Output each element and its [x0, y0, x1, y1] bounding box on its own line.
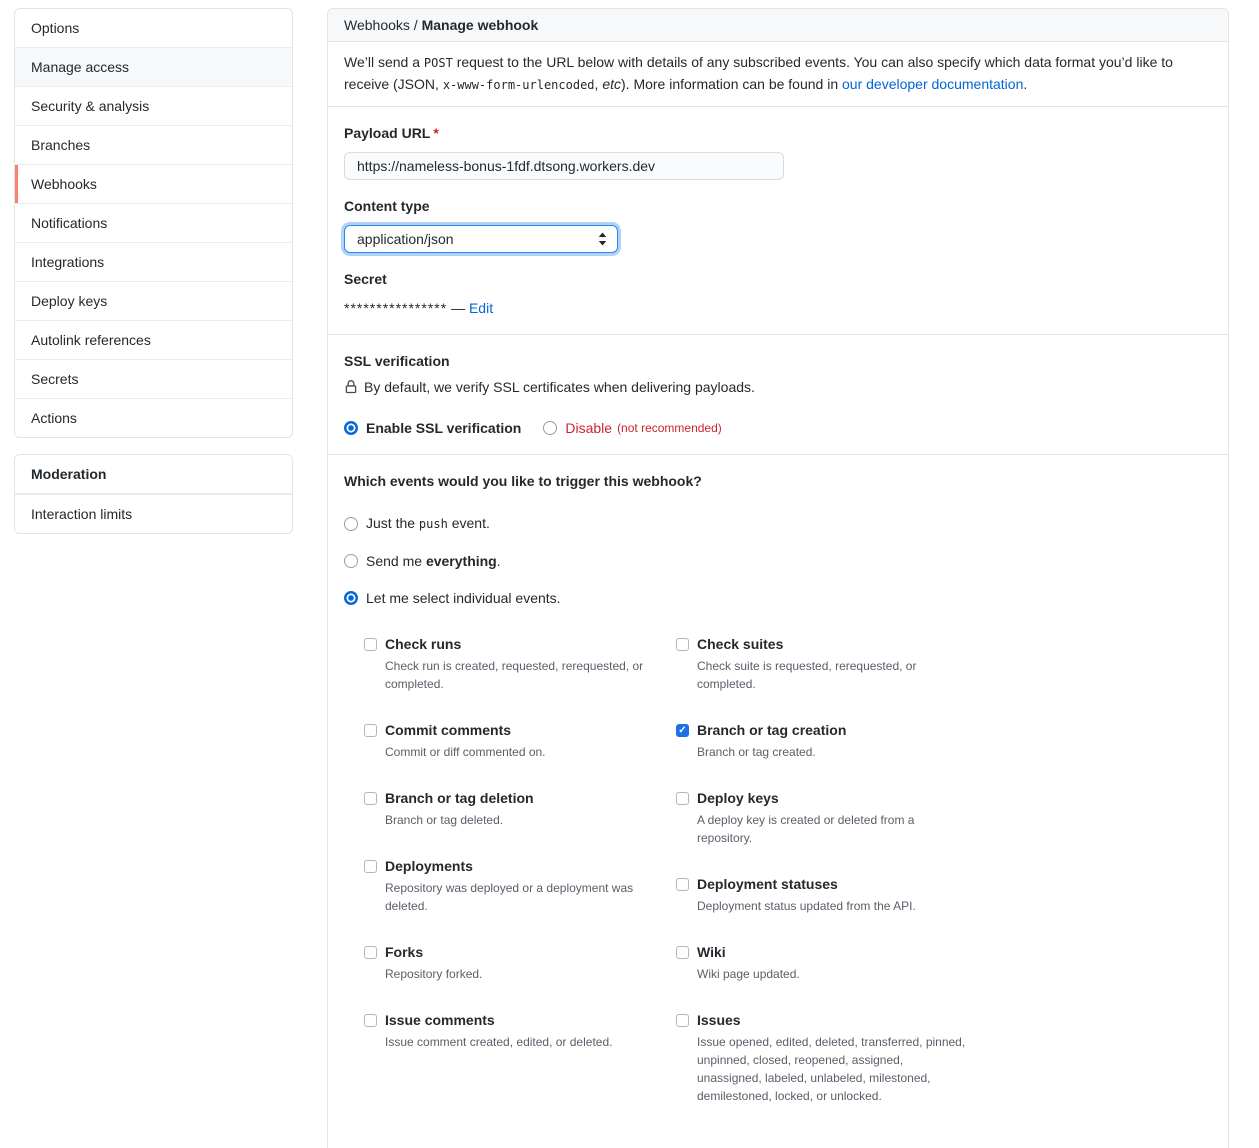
event-title: Forks: [385, 944, 424, 960]
sidebar-item-deploy-keys[interactable]: Deploy keys: [15, 281, 292, 320]
event-desc: Deployment status updated from the API.: [697, 899, 916, 913]
select-individual-label: Let me select individual events.: [366, 590, 561, 606]
disable-ssl-note: (not recommended): [617, 421, 722, 435]
developer-documentation-link[interactable]: our developer documentation: [842, 76, 1024, 92]
breadcrumb-separator: /: [413, 17, 418, 33]
manage-webhook-panel: [327, 8, 1229, 1148]
lock-icon: [344, 380, 358, 394]
event-title: Issue comments: [385, 1012, 495, 1028]
content-type-label: Content type: [344, 198, 430, 214]
event-title: Issues: [697, 1012, 741, 1028]
intro-text-1: We’ll send a: [344, 54, 424, 70]
intro-code-post: POST: [423, 56, 453, 70]
sidebar-item-autolink-references[interactable]: Autolink references: [15, 320, 292, 359]
breadcrumb-current: Manage webhook: [421, 17, 539, 33]
just-push-post: event.: [447, 515, 490, 531]
sidebar-item-branches[interactable]: Branches: [15, 125, 292, 164]
select-individual-radio[interactable]: [344, 591, 358, 605]
event-title: Deploy keys: [697, 790, 779, 806]
option-select-individual[interactable]: [344, 588, 1212, 608]
event-item-branch-tag-deletion: [364, 788, 676, 829]
option-send-everything[interactable]: [344, 551, 1212, 571]
forks-checkbox[interactable]: [364, 946, 377, 959]
check-suites-checkbox[interactable]: [676, 638, 689, 651]
event-title: Branch or tag deletion: [385, 790, 534, 806]
event-item-branch-tag-creation: [676, 720, 966, 761]
intro-text-5: .: [1023, 76, 1028, 92]
event-item-issues: [676, 1010, 966, 1105]
deployment-statuses-checkbox[interactable]: [676, 878, 689, 891]
event-desc: Branch or tag created.: [697, 745, 816, 759]
secret-value-row: [344, 298, 1212, 318]
event-title: Check suites: [697, 636, 784, 652]
events-column-left: [364, 634, 676, 1132]
panel-header: [328, 9, 1228, 42]
moderation-nav: [14, 454, 293, 534]
send-everything-label: [366, 551, 501, 571]
enable-ssl-radio[interactable]: [344, 421, 358, 435]
event-desc: Check suite is requested, rerequested, or completed.: [697, 659, 917, 691]
event-title: Wiki: [697, 944, 726, 960]
just-push-radio[interactable]: [344, 517, 358, 531]
send-everything-post: .: [496, 553, 501, 569]
issue-comments-checkbox[interactable]: [364, 1014, 377, 1027]
everything-bold: everything: [425, 553, 497, 569]
event-desc: Issue opened, edited, deleted, transferred, pinned, unpinned, closed, reopened, assigned, unassigned, labeled, unlabeled, milestoned, demilestoned, locked, or unlocked.: [697, 1035, 966, 1103]
branch-tag-deletion-checkbox[interactable]: [364, 792, 377, 805]
sidebar-item-webhooks[interactable]: Webhooks: [15, 164, 292, 203]
intro-text-4: ). More information can be found in: [621, 76, 843, 92]
event-desc: Issue comment created, edited, or deleted.: [385, 1035, 613, 1049]
content-type-field-group: [344, 196, 1212, 253]
event-desc: Repository was deployed or a deployment was deleted.: [385, 881, 634, 913]
just-push-pre: Just the: [366, 515, 419, 531]
event-title: Deployments: [385, 858, 473, 874]
sidebar-item-interaction-limits[interactable]: Interaction limits: [15, 494, 292, 533]
send-everything-pre: Send me: [366, 553, 426, 569]
required-asterisk: *: [433, 125, 439, 141]
event-item-deployment-statuses: [676, 874, 966, 915]
sidebar-item-secrets[interactable]: Secrets: [15, 359, 292, 398]
intro-etc: etc: [602, 76, 621, 92]
event-desc: Wiki page updated.: [697, 967, 800, 981]
disable-ssl-radio[interactable]: [543, 421, 557, 435]
sidebar-item-integrations[interactable]: Integrations: [15, 242, 292, 281]
issues-checkbox[interactable]: [676, 1014, 689, 1027]
secret-edit-link[interactable]: Edit: [468, 300, 494, 316]
event-item-wiki: [676, 942, 966, 983]
deploy-keys-checkbox[interactable]: [676, 792, 689, 805]
settings-sidebar: [14, 8, 293, 550]
secret-field-group: [344, 269, 1212, 318]
sidebar-item-manage-access[interactable]: Manage access: [15, 47, 292, 86]
moderation-header: Moderation: [15, 455, 292, 494]
payload-url-label: [344, 123, 1212, 144]
push-code: push: [418, 517, 448, 531]
wiki-checkbox[interactable]: [676, 946, 689, 959]
content-type-value: application/json: [357, 231, 454, 247]
deployments-checkbox[interactable]: [364, 860, 377, 873]
intro-text-3: ,: [594, 76, 603, 92]
sidebar-item-security-analysis[interactable]: Security & analysis: [15, 86, 292, 125]
sidebar-item-notifications[interactable]: Notifications: [15, 203, 292, 242]
content-type-select[interactable]: [344, 225, 618, 253]
ssl-verification-section: [328, 335, 1228, 455]
branch-tag-creation-checkbox[interactable]: [676, 724, 689, 737]
events-question: Which events would you like to trigger this webhook?: [344, 473, 702, 489]
event-desc: Check run is created, requested, rerequested, or completed.: [385, 659, 644, 691]
event-title: Deployment statuses: [697, 876, 838, 892]
enable-ssl-label[interactable]: Enable SSL verification: [366, 420, 522, 436]
event-item-deploy-keys: [676, 788, 966, 847]
sidebar-item-actions[interactable]: Actions: [15, 398, 292, 437]
event-trigger-options: [344, 513, 1212, 608]
commit-comments-checkbox[interactable]: [364, 724, 377, 737]
just-push-label: [366, 513, 490, 534]
send-everything-radio[interactable]: [344, 554, 358, 568]
payload-url-input[interactable]: [344, 152, 784, 180]
event-item-check-suites: [676, 634, 966, 693]
payload-url-field-group: [344, 123, 1212, 180]
ssl-note-row: [344, 378, 1212, 396]
events-section: [328, 455, 1228, 1148]
events-column-right: [676, 634, 966, 1132]
event-item-commit-comments: [364, 720, 676, 761]
event-item-check-runs: [364, 634, 676, 693]
settings-nav: [14, 8, 293, 438]
payload-url-label-text: Payload URL: [344, 125, 431, 141]
secret-separator: —: [451, 300, 466, 316]
event-title: Commit comments: [385, 722, 512, 738]
updown-caret-icon: [598, 232, 607, 246]
sidebar-item-options[interactable]: Options: [31, 20, 80, 36]
event-desc: Commit or diff commented on.: [385, 745, 546, 759]
webhook-intro-text: [328, 42, 1228, 107]
event-desc: Branch or tag deleted.: [385, 813, 504, 827]
intro-text-2: request to the URL below with details of any subscribed events. You can also specify which data format you’d like to receive (JSON,: [344, 54, 1173, 92]
event-title: Branch or tag creation: [697, 722, 847, 738]
option-just-push[interactable]: [344, 513, 1212, 534]
intro-code-urlencoded: x-www-form-urlencoded: [442, 78, 595, 92]
event-item-issue-comments: [364, 1010, 676, 1051]
secret-masked-value: ****************: [344, 300, 448, 316]
event-item-forks: [364, 942, 676, 983]
event-desc: A deploy key is created or deleted from a repository.: [697, 813, 915, 845]
check-runs-checkbox[interactable]: [364, 638, 377, 651]
ssl-radio-row: [344, 418, 1212, 438]
secret-label: Secret: [344, 271, 387, 287]
event-title: Check runs: [385, 636, 462, 652]
disable-ssl-label[interactable]: Disable: [565, 420, 613, 436]
event-desc: Repository forked.: [385, 967, 483, 981]
ssl-section-title: SSL verification: [344, 353, 450, 369]
individual-events-list: [344, 634, 1212, 1132]
webhook-form-section: [328, 107, 1228, 335]
breadcrumb-webhooks-link[interactable]: Webhooks: [344, 17, 410, 33]
event-item-deployments: [364, 856, 676, 915]
ssl-note-text: By default, we verify SSL certificates when delivering payloads.: [364, 379, 755, 395]
